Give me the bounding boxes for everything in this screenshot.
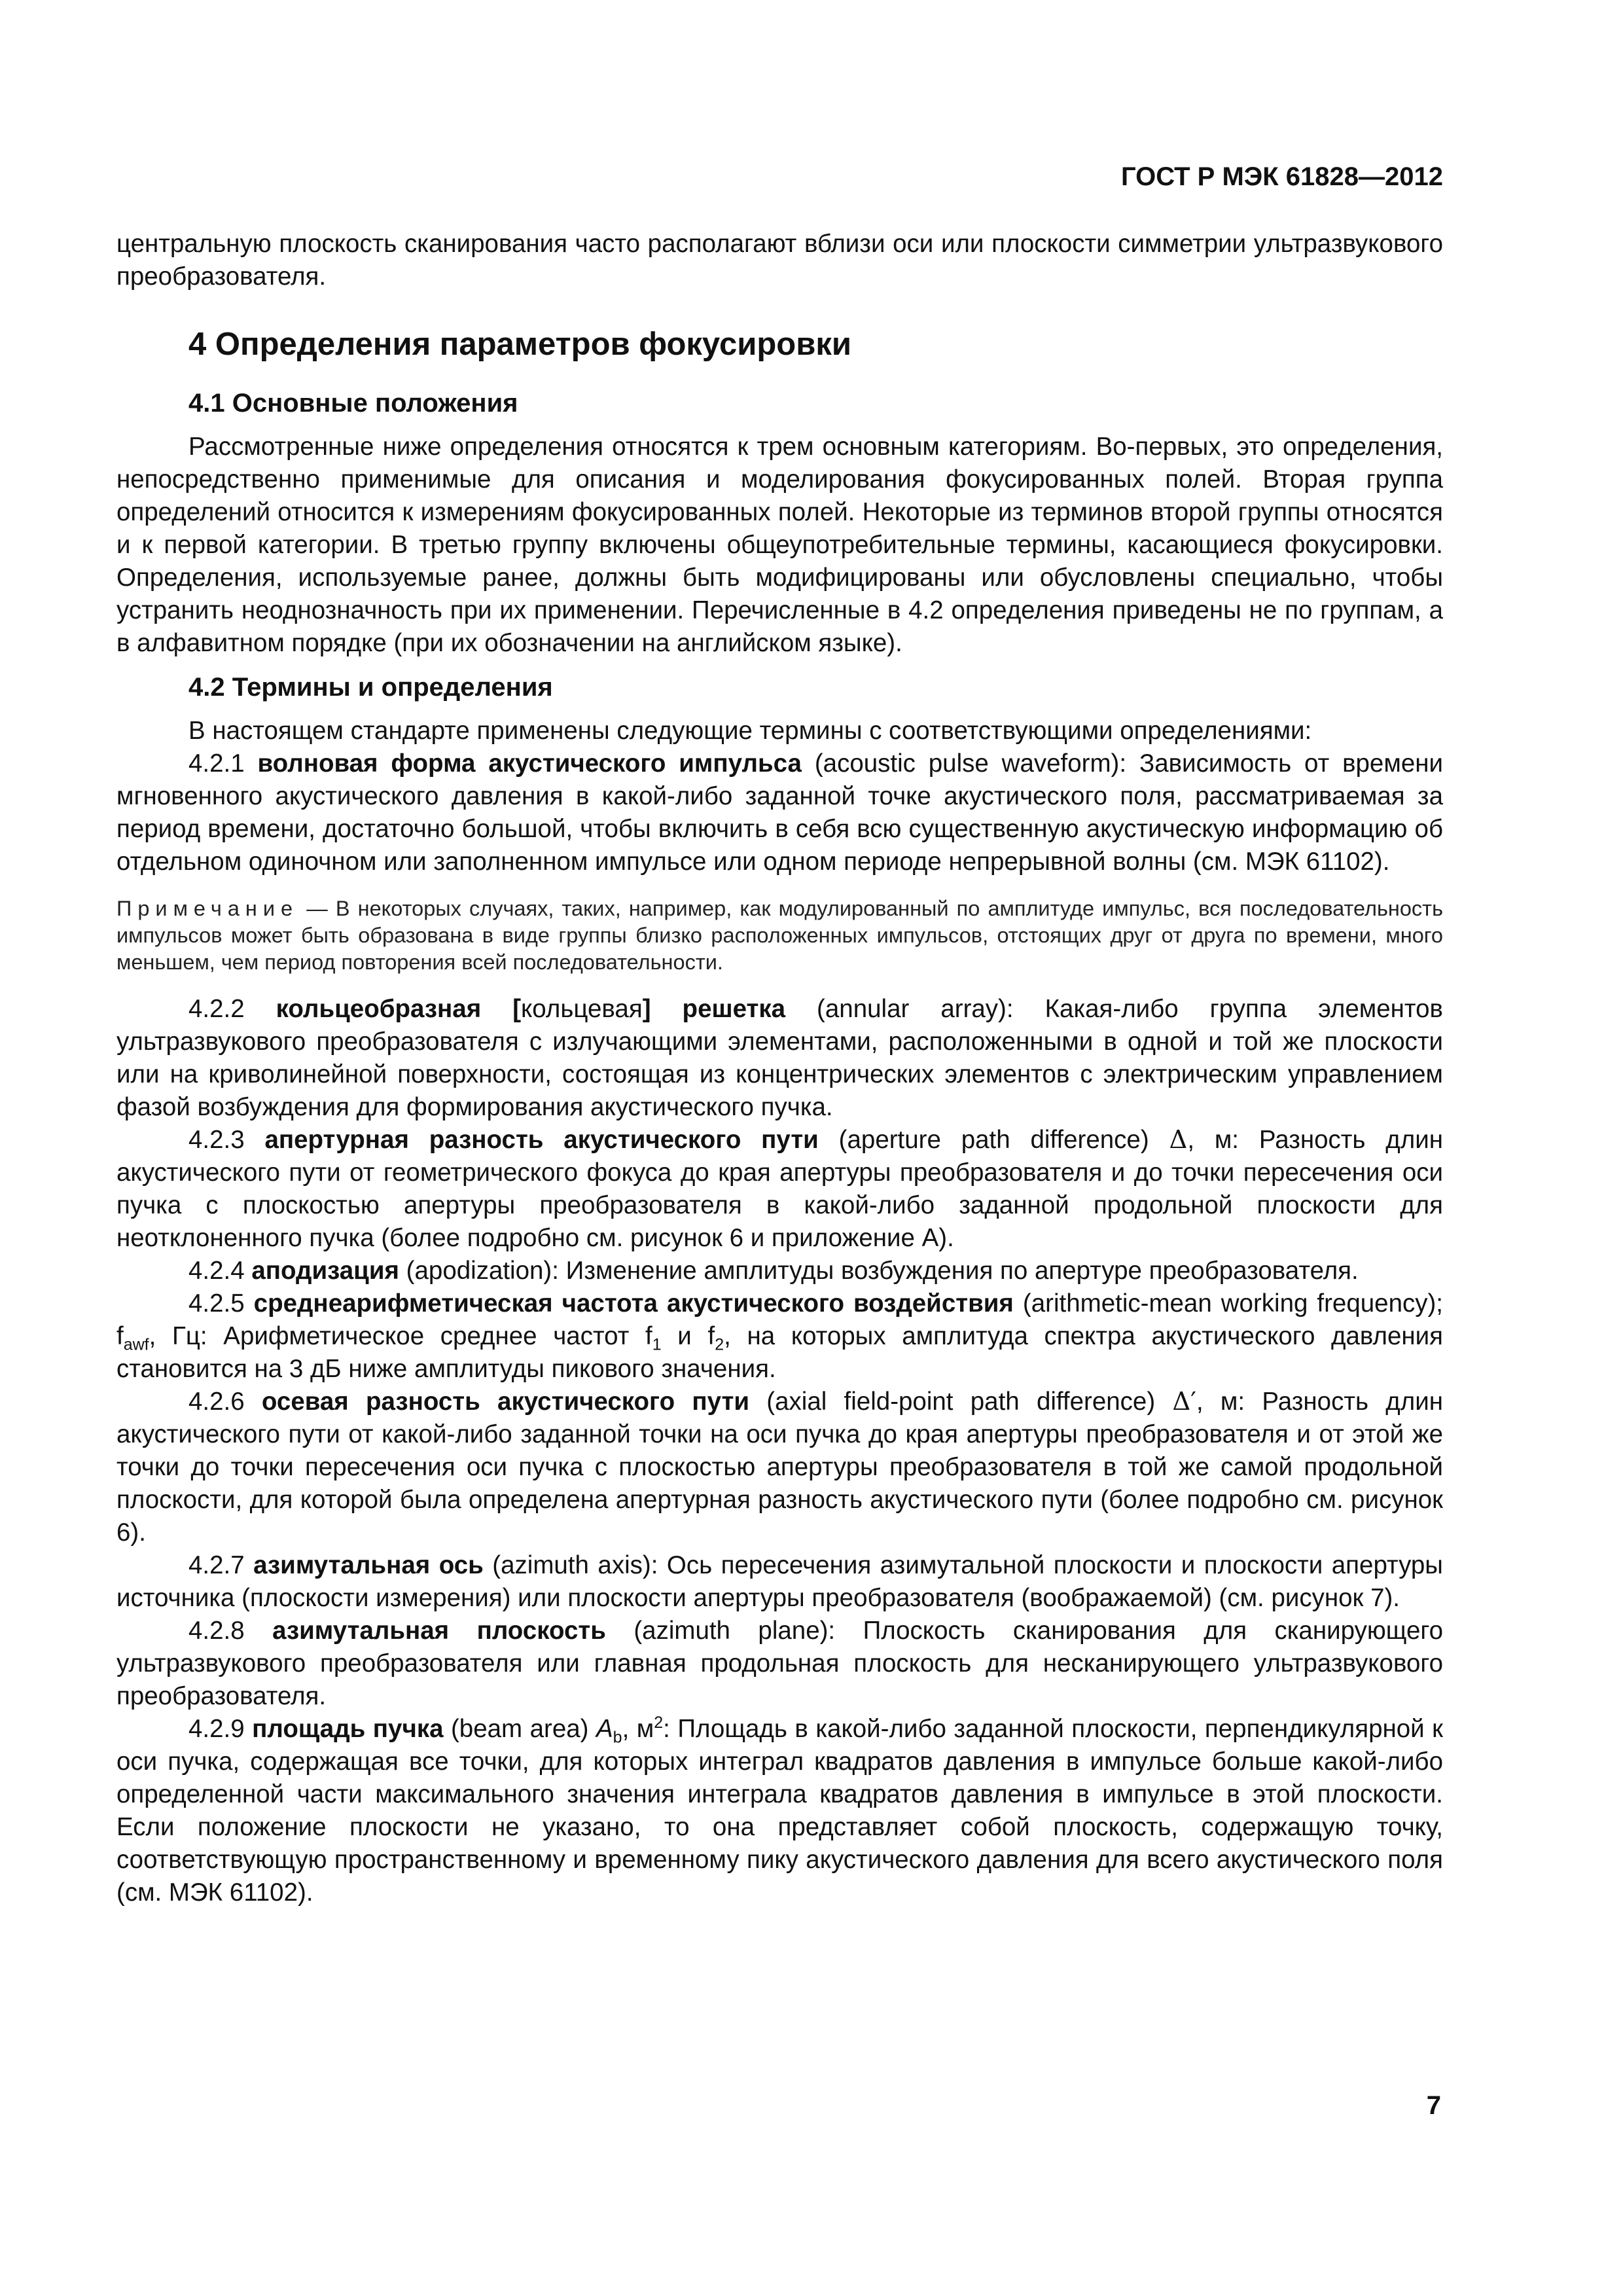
- term-english: (azimuth plane):: [633, 1617, 836, 1645]
- section-4-heading: 4 Определения параметров фокусировки: [188, 327, 851, 362]
- note-label: Примечание: [116, 897, 299, 920]
- term-4-2-1: [116, 747, 1443, 878]
- term-definition: Разность длин акустического пути от какой-либо заданной точки на оси пучка до края апертуры преобразователя и от этой же точки до точки пересечения оси пучка с плоскостью апертуры преобразователя в той же самой продольной плоскости, для которой была определена апертурная разность акустического пути (более подробно см. рисунок 6).: [116, 1388, 1443, 1547]
- term-english: (beam area): [450, 1715, 589, 1743]
- section-4-2-heading: 4.2 Термины и определения: [188, 673, 553, 702]
- term-4-2-9: [116, 1713, 1443, 1909]
- term-name-part-c: ] решетка: [642, 995, 786, 1023]
- term-name: площадь пучка: [252, 1715, 444, 1743]
- standard-header: ГОСТ Р МЭК 61828—2012: [1120, 162, 1443, 191]
- term-name: азимутальная плоскость: [272, 1617, 606, 1645]
- term-english: (annular array):: [817, 995, 1014, 1023]
- term-english: (arithmetic-mean working frequency);: [1022, 1289, 1444, 1318]
- term-name-part-a: кольцеобразная [: [276, 995, 522, 1023]
- term-symbol: f: [116, 1322, 124, 1350]
- term-definition: Изменение амплитуды возбуждения по апертуре преобразователя.: [565, 1257, 1359, 1285]
- term-definition: Какая-либо группа элементов ультразвукового преобразователя с излучающими элементами, расположенными в одной и той же плоскости или на криволинейной поверхности, состоящая из концентрических элементов с электрическим управлением фазой возбуждения для формирования акустического пучка.: [116, 995, 1443, 1121]
- term-definition-and: и f: [661, 1322, 715, 1350]
- term-colon: :: [663, 1715, 670, 1743]
- term-definition: Ось пересечения азимутальной плоскости и плоскости апертуры источника (плоскости измерения) или плоскости апертуры преобразователя (воображаемой) (см. рисунок 7).: [116, 1551, 1443, 1612]
- term-4-2-8: [116, 1615, 1443, 1713]
- term-number: 4.2.7: [188, 1551, 245, 1579]
- term-unit: , м:: [1196, 1388, 1245, 1416]
- term-number: 4.2.5: [188, 1289, 245, 1318]
- section-4-1-text: Рассмотренные ниже определения относятся к трем основным категориям. Во-первых, это определения, непосредственно применимые для описания и моделирования фокусированных полей. Вторая группа определений относится к измерениям фокусированных полей. Некоторые из терминов второй группы относятся и к первой категории. В третью группу включены общеупотребительные термины, касающиеся фокусировки. Определения, используемые ранее, должны быть модифицированы или обусловлены специально, чтобы устранить неоднозначность при их применении. Перечисленные в 4.2 определения приведены не по группам, а в алфавитном порядке (при их обозначении на английском языке).: [116, 433, 1443, 657]
- term-symbol-subscript: awf: [123, 1335, 149, 1354]
- term-definition: Разность длин акустического пути от геометрического фокуса до края апертуры преобразователя и до точки пересечения оси пучка с плоскостью апертуры преобразователя в какой-либо заданной продольной плоскости для неотклоненного пучка (более подробно см. рисунок 6 и приложение А).: [116, 1126, 1443, 1252]
- section-4-2-intro: В настоящем стандарте применены следующие термины с соответствующими определениями:: [188, 717, 1312, 745]
- page-content: [116, 228, 1443, 1909]
- term-name: аподизация: [251, 1257, 399, 1285]
- term-number: 4.2.1: [188, 749, 245, 778]
- term-definition-b: , на которых амплитуда спектра акустического давления становится на 3 дБ ниже амплитуды пикового значения.: [116, 1322, 1443, 1383]
- page-number: 7: [1426, 2091, 1441, 2120]
- term-name: волновая форма акустического импульса: [257, 749, 802, 778]
- term-unit-superscript: 2: [654, 1713, 664, 1732]
- term-definition-a: Арифметическое среднее частот f: [223, 1322, 652, 1350]
- term-name: азимутальная ось: [253, 1551, 484, 1579]
- term-name: осевая разность акустического пути: [261, 1388, 750, 1416]
- term-definition: Плоскость сканирования для сканирующего ультразвукового преобразователя или главная продольная плоскость для несканирующего ультразвукового преобразователя.: [116, 1617, 1443, 1710]
- term-name: апертурная разность акустического пути: [264, 1126, 819, 1154]
- term-4-2-5: [116, 1287, 1443, 1386]
- term-unit: , м: [622, 1715, 654, 1743]
- term-4-2-6: [116, 1386, 1443, 1549]
- term-symbol: Δ′: [1172, 1387, 1196, 1416]
- subscript-1: 1: [652, 1335, 662, 1354]
- term-number: 4.2.6: [188, 1388, 245, 1416]
- term-symbol: Δ: [1169, 1125, 1188, 1155]
- term-name: среднеарифметическая частота акустического воздействия: [253, 1289, 1014, 1318]
- section-4-1-heading: 4.1 Основные положения: [188, 389, 518, 418]
- term-definition: Площадь в какой-либо заданной плоскости, перпендикулярной к оси пучка, содержащая все точки, для которых интеграл квадратов давления в импульсе больше какой-либо определенной части максимального значения интеграла квадратов давления в импульсе в этой плоскости. Если положение плоскости не указано, то она представляет собой плоскость, содержащую точку, соответствующую пространственному и временному пику акустического давления для всего акустического поля (см. МЭК 61102).: [116, 1715, 1443, 1907]
- continuation-paragraph: центральную плоскость сканирования часто располагают вблизи оси или плоскости симметрии ультразвукового преобразователя.: [116, 230, 1443, 291]
- term-english: (apodization):: [406, 1257, 559, 1285]
- term-english: (aperture path difference): [838, 1126, 1149, 1154]
- term-definition: Зависимость от времени мгновенного акустического давления в какой-либо заданной точке акустического поля, рассматриваемая за период времени, достаточно большой, чтобы включить в себя всю существенную акустическую информацию об отдельном одиночном или заполненном импульсе или одном периоде непрерывной волны (см. МЭК 61102).: [116, 749, 1443, 876]
- note-paragraph: [116, 895, 1443, 976]
- term-english: (axial field-point path difference): [766, 1388, 1156, 1416]
- term-symbol: A: [596, 1715, 613, 1743]
- term-english: (azimuth axis):: [492, 1551, 658, 1579]
- term-english: (acoustic pulse waveform):: [814, 749, 1127, 778]
- subscript-2: 2: [715, 1335, 724, 1354]
- term-number: 4.2.2: [188, 995, 245, 1023]
- term-4-2-4: [116, 1255, 1443, 1287]
- term-number: 4.2.4: [188, 1257, 245, 1285]
- term-unit: , м:: [1187, 1126, 1239, 1154]
- term-number: 4.2.3: [188, 1126, 245, 1154]
- term-4-2-7: [116, 1549, 1443, 1615]
- term-4-2-2: [116, 993, 1443, 1124]
- note-text: — В некоторых случаях, таких, например, как модулированный по амплитуде импульс, вся последовательность импульсов может быть образована в виде группы близко расположенных импульсов, отстоящих друг от друга по времени, много меньшем, чем период повторения всей последовательности.: [116, 897, 1444, 974]
- term-number: 4.2.8: [188, 1617, 245, 1645]
- term-number: 4.2.9: [188, 1715, 245, 1743]
- term-name-part-b: кольцевая: [521, 995, 643, 1023]
- term-symbol-subscript: b: [613, 1728, 622, 1747]
- term-4-2-3: [116, 1124, 1443, 1255]
- term-unit: , Гц:: [149, 1322, 207, 1350]
